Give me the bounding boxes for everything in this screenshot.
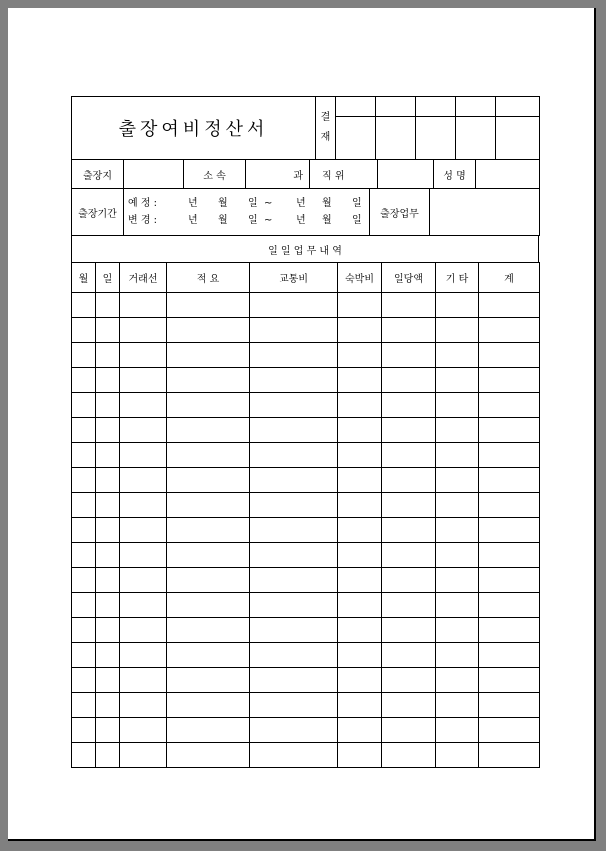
col-total: 계	[479, 263, 540, 293]
entry-cell[interactable]	[436, 568, 479, 593]
daily-rows	[72, 293, 540, 768]
duty-label: 출장업무	[370, 189, 430, 236]
period-label: 출장기간	[72, 189, 124, 236]
entry-cell[interactable]	[120, 493, 167, 518]
entry-cell[interactable]	[250, 743, 338, 768]
entry-cell[interactable]	[96, 418, 120, 443]
daily-header	[71, 235, 539, 263]
entry-cell[interactable]	[72, 743, 96, 768]
entry-cell[interactable]	[167, 443, 250, 468]
entry-cell[interactable]	[167, 693, 250, 718]
table-row	[72, 618, 540, 643]
entry-cell[interactable]	[382, 368, 436, 393]
col-transport: 교통비	[250, 263, 338, 293]
entry-cell[interactable]	[72, 693, 96, 718]
approval-sign-cell[interactable]	[416, 117, 456, 160]
entry-cell[interactable]	[72, 393, 96, 418]
approval-sign-cell[interactable]	[376, 117, 416, 160]
entry-cell[interactable]	[479, 418, 540, 443]
entry-cell[interactable]	[436, 368, 479, 393]
dept-label: 소 속	[184, 160, 246, 189]
table-row	[72, 668, 540, 693]
entry-cell[interactable]	[96, 318, 120, 343]
entry-cell[interactable]	[479, 343, 540, 368]
entry-cell[interactable]	[250, 693, 338, 718]
entry-cell[interactable]	[250, 643, 338, 668]
entry-cell[interactable]	[120, 718, 167, 743]
entry-cell[interactable]	[96, 743, 120, 768]
entry-cell[interactable]	[250, 618, 338, 643]
entry-cell[interactable]	[382, 293, 436, 318]
entry-cell[interactable]	[96, 718, 120, 743]
document-page	[8, 8, 596, 841]
entry-cell[interactable]	[382, 743, 436, 768]
entry-cell[interactable]	[436, 618, 479, 643]
entry-cell[interactable]	[479, 593, 540, 618]
entry-cell[interactable]	[120, 618, 167, 643]
entry-cell[interactable]	[479, 493, 540, 518]
entry-cell[interactable]	[72, 643, 96, 668]
entry-cell[interactable]	[436, 443, 479, 468]
entry-cell[interactable]	[382, 468, 436, 493]
entry-cell[interactable]	[338, 418, 382, 443]
position-label: 직 위	[310, 160, 378, 189]
col-day: 일	[96, 263, 120, 293]
table-row	[72, 293, 540, 318]
table-row	[72, 443, 540, 468]
entry-cell[interactable]	[167, 418, 250, 443]
entry-cell[interactable]	[338, 468, 382, 493]
entry-cell[interactable]	[120, 643, 167, 668]
entry-cell[interactable]	[96, 543, 120, 568]
entry-cell[interactable]	[338, 543, 382, 568]
entry-cell[interactable]	[250, 593, 338, 618]
position-field[interactable]	[378, 160, 434, 189]
entry-cell[interactable]	[167, 343, 250, 368]
entry-cell[interactable]	[479, 668, 540, 693]
col-lodging: 숙박비	[338, 263, 382, 293]
entry-cell[interactable]	[96, 593, 120, 618]
entry-cell[interactable]	[96, 343, 120, 368]
col-other: 기 타	[436, 263, 479, 293]
daily-section-title: 일 일 업 무 내 역	[72, 236, 539, 263]
entry-cell[interactable]	[436, 743, 479, 768]
entry-cell[interactable]	[382, 593, 436, 618]
entry-cell[interactable]	[96, 693, 120, 718]
entry-cell[interactable]	[72, 343, 96, 368]
entry-cell[interactable]	[72, 668, 96, 693]
section-label: 과	[293, 170, 303, 182]
entry-cell[interactable]	[250, 443, 338, 468]
entry-cell[interactable]	[96, 293, 120, 318]
entry-cell[interactable]	[72, 718, 96, 743]
approval-header-cell[interactable]	[376, 97, 416, 117]
entry-cell[interactable]	[479, 693, 540, 718]
col-per-diem: 일당액	[382, 263, 436, 293]
duty-field[interactable]	[430, 189, 540, 236]
entry-cell[interactable]	[479, 568, 540, 593]
name-field[interactable]	[476, 160, 540, 189]
entry-cell[interactable]	[72, 493, 96, 518]
entry-cell[interactable]	[436, 468, 479, 493]
table-row	[72, 493, 540, 518]
form-title: 출장여비정산서	[72, 97, 316, 160]
entry-cell[interactable]	[120, 343, 167, 368]
entry-cell[interactable]	[479, 393, 540, 418]
entry-cell[interactable]	[338, 668, 382, 693]
entry-cell[interactable]	[338, 643, 382, 668]
entry-cell[interactable]	[436, 393, 479, 418]
approval-header-cell[interactable]	[496, 97, 540, 117]
entry-cell[interactable]	[382, 568, 436, 593]
entry-cell[interactable]	[250, 368, 338, 393]
entry-cell[interactable]	[167, 543, 250, 568]
entry-cell[interactable]	[250, 393, 338, 418]
entry-cell[interactable]	[120, 418, 167, 443]
col-month: 월	[72, 263, 96, 293]
entry-cell[interactable]	[479, 293, 540, 318]
table-row	[72, 468, 540, 493]
entry-cell[interactable]	[338, 493, 382, 518]
entry-cell[interactable]	[120, 393, 167, 418]
entry-cell[interactable]	[96, 443, 120, 468]
table-row	[72, 693, 540, 718]
entry-cell[interactable]	[436, 493, 479, 518]
entry-cell[interactable]	[479, 643, 540, 668]
table-row	[72, 393, 540, 418]
entry-cell[interactable]	[72, 418, 96, 443]
entry-cell[interactable]	[436, 293, 479, 318]
table-row	[72, 418, 540, 443]
entry-cell[interactable]	[338, 718, 382, 743]
entry-cell[interactable]	[96, 368, 120, 393]
name-label: 성 명	[434, 160, 476, 189]
entry-cell[interactable]	[96, 468, 120, 493]
entry-cell[interactable]	[120, 318, 167, 343]
entry-cell[interactable]	[436, 693, 479, 718]
table-row	[72, 643, 540, 668]
col-summary: 적 요	[167, 263, 250, 293]
entry-cell[interactable]	[72, 318, 96, 343]
entry-cell[interactable]	[382, 543, 436, 568]
entry-cell[interactable]	[72, 518, 96, 543]
entry-cell[interactable]	[436, 718, 479, 743]
entry-cell[interactable]	[382, 693, 436, 718]
entry-cell[interactable]	[436, 643, 479, 668]
entry-cell[interactable]	[338, 743, 382, 768]
entry-cell[interactable]	[167, 718, 250, 743]
table-row	[72, 743, 540, 768]
entry-cell[interactable]	[338, 293, 382, 318]
entry-cell[interactable]	[479, 618, 540, 643]
period-row	[71, 188, 540, 236]
entry-cell[interactable]	[382, 718, 436, 743]
entry-cell[interactable]	[250, 668, 338, 693]
table-row	[72, 518, 540, 543]
entry-cell[interactable]	[338, 343, 382, 368]
table-row	[72, 543, 540, 568]
entry-cell[interactable]	[250, 343, 338, 368]
travel-expense-form	[71, 96, 539, 768]
entry-cell[interactable]	[479, 443, 540, 468]
entry-cell[interactable]	[167, 368, 250, 393]
title-section	[71, 96, 540, 160]
entry-cell[interactable]	[167, 468, 250, 493]
entry-cell[interactable]	[167, 643, 250, 668]
period-dates[interactable]	[124, 189, 370, 236]
entry-cell[interactable]	[250, 493, 338, 518]
entry-cell[interactable]	[382, 318, 436, 343]
entry-cell[interactable]	[120, 743, 167, 768]
entry-cell[interactable]	[250, 318, 338, 343]
approval-label: 결 재	[316, 97, 336, 160]
table-row	[72, 368, 540, 393]
entry-cell[interactable]	[436, 518, 479, 543]
entry-cell[interactable]	[479, 543, 540, 568]
entry-cell[interactable]	[72, 293, 96, 318]
entry-cell[interactable]	[167, 318, 250, 343]
entry-cell[interactable]	[167, 668, 250, 693]
entry-cell[interactable]	[72, 443, 96, 468]
entry-cell[interactable]	[338, 568, 382, 593]
approval-header-cell[interactable]	[456, 97, 496, 117]
entry-cell[interactable]	[338, 443, 382, 468]
table-row	[72, 568, 540, 593]
entry-cell[interactable]	[436, 418, 479, 443]
entry-cell[interactable]	[96, 568, 120, 593]
entry-cell[interactable]	[338, 693, 382, 718]
entry-cell[interactable]	[250, 418, 338, 443]
entry-cell[interactable]	[72, 468, 96, 493]
entry-cell[interactable]	[436, 593, 479, 618]
entry-cell[interactable]	[479, 743, 540, 768]
entry-cell[interactable]	[250, 568, 338, 593]
entry-cell[interactable]	[167, 293, 250, 318]
entry-cell[interactable]	[338, 518, 382, 543]
entry-cell[interactable]	[120, 543, 167, 568]
entry-cell[interactable]	[96, 668, 120, 693]
entry-cell[interactable]	[250, 518, 338, 543]
approval-sign-cell[interactable]	[456, 117, 496, 160]
entry-cell[interactable]	[250, 718, 338, 743]
entry-cell[interactable]	[120, 518, 167, 543]
daily-column-headers	[72, 263, 540, 293]
entry-cell[interactable]	[72, 593, 96, 618]
entry-cell[interactable]	[338, 618, 382, 643]
destination-label: 출장지	[72, 160, 124, 189]
entry-cell[interactable]	[96, 643, 120, 668]
entry-cell[interactable]	[72, 368, 96, 393]
table-row	[72, 593, 540, 618]
entry-cell[interactable]	[382, 393, 436, 418]
entry-cell[interactable]	[167, 618, 250, 643]
info-row	[71, 159, 540, 189]
approval-header-cell[interactable]	[336, 97, 376, 117]
dept-field[interactable]	[246, 160, 310, 189]
entry-cell[interactable]	[167, 568, 250, 593]
entry-cell[interactable]	[479, 368, 540, 393]
entry-cell[interactable]	[479, 468, 540, 493]
entry-cell[interactable]	[436, 343, 479, 368]
entry-cell[interactable]	[120, 668, 167, 693]
entry-cell[interactable]	[382, 493, 436, 518]
entry-cell[interactable]	[250, 293, 338, 318]
daily-table	[71, 262, 540, 768]
entry-cell[interactable]	[436, 543, 479, 568]
entry-cell[interactable]	[382, 443, 436, 468]
entry-cell[interactable]	[167, 593, 250, 618]
table-row	[72, 343, 540, 368]
entry-cell[interactable]	[167, 493, 250, 518]
changed-period: 변 경 : 년 월 일 ~ 년 월 일	[128, 215, 362, 226]
entry-cell[interactable]	[250, 543, 338, 568]
entry-cell[interactable]	[72, 543, 96, 568]
entry-cell[interactable]	[338, 393, 382, 418]
entry-cell[interactable]	[120, 443, 167, 468]
entry-cell[interactable]	[167, 743, 250, 768]
entry-cell[interactable]	[338, 593, 382, 618]
entry-cell[interactable]	[479, 318, 540, 343]
approval-sign-cell[interactable]	[336, 117, 376, 160]
entry-cell[interactable]	[120, 368, 167, 393]
entry-cell[interactable]	[72, 618, 96, 643]
entry-cell[interactable]	[96, 393, 120, 418]
planned-period: 예 정 : 년 월 일 ~ 년 월 일	[128, 198, 362, 209]
entry-cell[interactable]	[167, 518, 250, 543]
entry-cell[interactable]	[120, 468, 167, 493]
entry-cell[interactable]	[120, 568, 167, 593]
entry-cell[interactable]	[436, 318, 479, 343]
entry-cell[interactable]	[72, 568, 96, 593]
entry-cell[interactable]	[382, 643, 436, 668]
entry-cell[interactable]	[96, 518, 120, 543]
entry-cell[interactable]	[120, 693, 167, 718]
entry-cell[interactable]	[338, 318, 382, 343]
entry-cell[interactable]	[120, 593, 167, 618]
entry-cell[interactable]	[382, 518, 436, 543]
entry-cell[interactable]	[96, 618, 120, 643]
entry-cell[interactable]	[382, 668, 436, 693]
approval-header-cell[interactable]	[416, 97, 456, 117]
approval-sign-cell[interactable]	[496, 117, 540, 160]
col-client: 거래선	[120, 263, 167, 293]
entry-cell[interactable]	[167, 393, 250, 418]
entry-cell[interactable]	[479, 718, 540, 743]
entry-cell[interactable]	[436, 668, 479, 693]
entry-cell[interactable]	[382, 343, 436, 368]
entry-cell[interactable]	[479, 518, 540, 543]
entry-cell[interactable]	[120, 293, 167, 318]
entry-cell[interactable]	[250, 468, 338, 493]
entry-cell[interactable]	[382, 418, 436, 443]
entry-cell[interactable]	[96, 493, 120, 518]
table-row	[72, 318, 540, 343]
entry-cell[interactable]	[338, 368, 382, 393]
entry-cell[interactable]	[382, 618, 436, 643]
table-row	[72, 718, 540, 743]
destination-field[interactable]	[124, 160, 184, 189]
